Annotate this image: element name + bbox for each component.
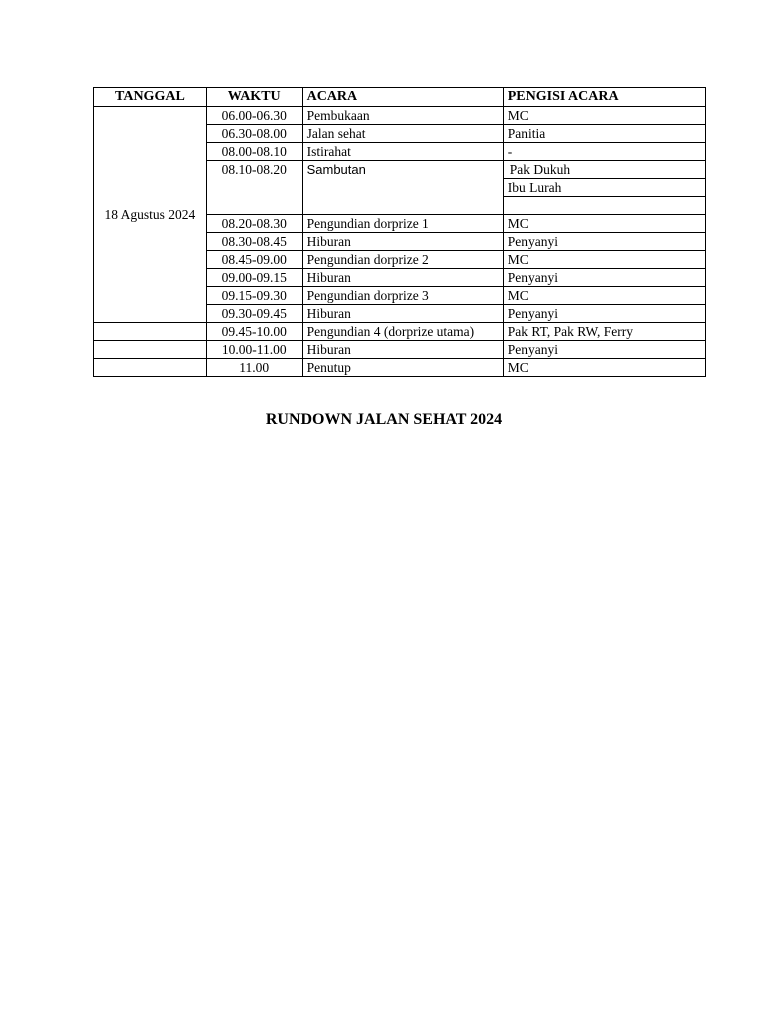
filler-cell: MC bbox=[503, 359, 705, 377]
time-cell: 08.10-08.20 bbox=[206, 161, 302, 215]
filler-cell: Penyanyi bbox=[503, 305, 705, 323]
filler-cell: Pak Dukuh bbox=[503, 161, 705, 179]
time-cell: 08.30-08.45 bbox=[206, 233, 302, 251]
table-row bbox=[94, 341, 706, 359]
filler-cell: Penyanyi bbox=[503, 269, 705, 287]
time-cell: 06.30-08.00 bbox=[206, 125, 302, 143]
event-cell: Hiburan bbox=[302, 305, 503, 323]
filler-cell: MC bbox=[503, 251, 705, 269]
header-tanggal: TANGGAL bbox=[94, 88, 207, 107]
table-row bbox=[94, 107, 706, 125]
filler-cell-empty bbox=[503, 197, 705, 215]
event-cell: Sambutan bbox=[302, 161, 503, 215]
time-cell: 09.15-09.30 bbox=[206, 287, 302, 305]
time-cell: 09.45-10.00 bbox=[206, 323, 302, 341]
date-cell-empty bbox=[94, 359, 207, 377]
time-cell: 06.00-06.30 bbox=[206, 107, 302, 125]
rundown-table bbox=[93, 87, 706, 377]
event-cell: Pengundian 4 (dorprize utama) bbox=[302, 323, 503, 341]
time-cell: 10.00-11.00 bbox=[206, 341, 302, 359]
time-cell: 09.30-09.45 bbox=[206, 305, 302, 323]
event-cell: Pengundian dorprize 3 bbox=[302, 287, 503, 305]
event-cell: Penutup bbox=[302, 359, 503, 377]
event-cell: Hiburan bbox=[302, 269, 503, 287]
header-acara: ACARA bbox=[302, 88, 503, 107]
time-cell: 08.45-09.00 bbox=[206, 251, 302, 269]
date-cell: 18 Agustus 2024 bbox=[94, 107, 207, 323]
time-cell: 09.00-09.15 bbox=[206, 269, 302, 287]
event-cell: Istirahat bbox=[302, 143, 503, 161]
table-row bbox=[94, 323, 706, 341]
filler-cell: Panitia bbox=[503, 125, 705, 143]
filler-cell: Penyanyi bbox=[503, 341, 705, 359]
header-pengisi-acara: PENGISI ACARA bbox=[503, 88, 705, 107]
event-cell: Jalan sehat bbox=[302, 125, 503, 143]
filler-cell: MC bbox=[503, 107, 705, 125]
table-header-row bbox=[94, 88, 706, 107]
document-title: RUNDOWN JALAN SEHAT 2024 bbox=[265, 411, 503, 428]
filler-cell: Penyanyi bbox=[503, 233, 705, 251]
filler-cell: MC bbox=[503, 287, 705, 305]
event-cell: Pengundian dorprize 1 bbox=[302, 215, 503, 233]
table-row bbox=[94, 359, 706, 377]
event-cell: Hiburan bbox=[302, 341, 503, 359]
filler-cell: Ibu Lurah bbox=[503, 179, 705, 197]
event-cell: Pembukaan bbox=[302, 107, 503, 125]
filler-cell: MC bbox=[503, 215, 705, 233]
header-waktu: WAKTU bbox=[206, 88, 302, 107]
date-cell-empty bbox=[94, 341, 207, 359]
time-cell: 11.00 bbox=[206, 359, 302, 377]
date-cell-empty bbox=[94, 323, 207, 341]
event-cell: Hiburan bbox=[302, 233, 503, 251]
time-cell: 08.20-08.30 bbox=[206, 215, 302, 233]
event-cell: Pengundian dorprize 2 bbox=[302, 251, 503, 269]
filler-cell: Pak RT, Pak RW, Ferry bbox=[503, 323, 705, 341]
time-cell: 08.00-08.10 bbox=[206, 143, 302, 161]
filler-cell: - bbox=[503, 143, 705, 161]
